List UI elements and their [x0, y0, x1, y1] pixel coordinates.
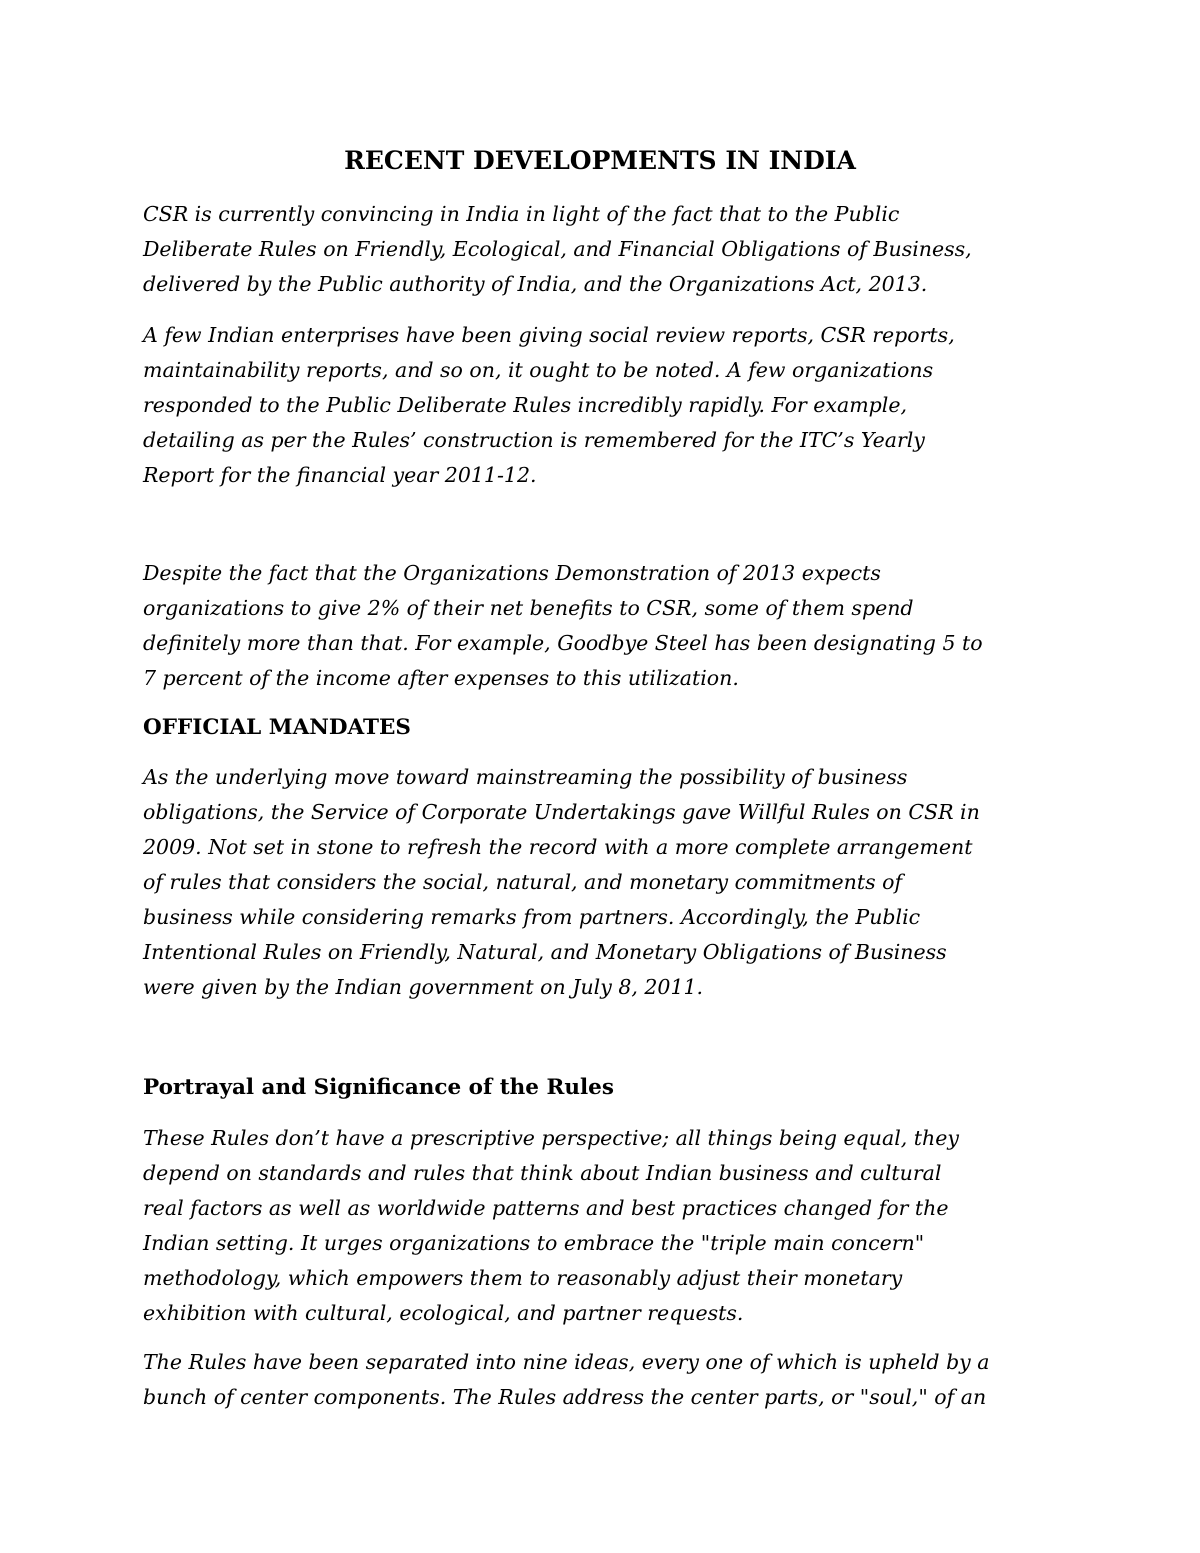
text-line: Deliberate Rules on Friendly, Ecological, and Financial Obligations of Business,: [143, 237, 972, 261]
paragraph-indian-enterprises: [143, 318, 1063, 493]
text-line: Indian setting. It urges organizations to embrace the "triple main concern": [143, 1231, 925, 1255]
document-title: RECENT DEVELOPMENTS IN INDIA: [344, 146, 856, 175]
text-line: The Rules have been separated into nine ideas, every one of which is upheld by a: [143, 1350, 990, 1374]
text-line: depend on standards and rules that think about Indian business and cultural: [143, 1161, 942, 1185]
paragraph-nine-ideas: [143, 1345, 1063, 1415]
text-line: responded to the Public Deliberate Rules incredibly rapidly. For example,: [143, 393, 907, 417]
paragraph-rules-perspective: [143, 1121, 1063, 1331]
text-line: maintainability reports, and so on, it ought to be noted. A few organizations: [143, 358, 934, 382]
text-line: CSR is currently convincing in India in light of the fact that to the Public: [143, 202, 900, 226]
text-line: business while considering remarks from partners. Accordingly, the Public: [143, 905, 921, 929]
text-line: obligations, the Service of Corporate Undertakings gave Willful Rules on CSR in: [143, 800, 980, 824]
text-line: were given by the Indian government on July 8, 2011.: [143, 975, 704, 999]
heading-portrayal-significance: Portrayal and Significance of the Rules: [143, 1075, 614, 1100]
text-line: A few Indian enterprises have been giving social review reports, CSR reports,: [143, 323, 955, 347]
text-line: 2009. Not set in stone to refresh the record with a more complete arrangement: [143, 835, 973, 859]
text-line: exhibition with cultural, ecological, and partner requests.: [143, 1301, 744, 1325]
text-line: organizations to give 2% of their net benefits to CSR, some of them spend: [143, 596, 914, 620]
paragraph-csr-convincing: [143, 197, 1063, 302]
text-line: detailing as per the Rules’ construction is remembered for the ITC’s Yearly: [143, 428, 925, 452]
paragraph-underlying-move: [143, 760, 1063, 1005]
text-line: bunch of center components. The Rules address the center parts, or "soul," of an: [143, 1385, 987, 1409]
text-line: 7 percent of the income after expenses to this utilization.: [143, 666, 739, 690]
text-line: methodology, which empowers them to reasonably adjust their monetary: [143, 1266, 903, 1290]
text-line: As the underlying move toward mainstreaming the possibility of business: [143, 765, 908, 789]
text-line: These Rules don’t have a prescriptive perspective; all things being equal, they: [143, 1126, 959, 1150]
text-line: Despite the fact that the Organizations Demonstration of 2013 expects: [143, 561, 881, 585]
text-line: of rules that considers the social, natural, and monetary commitments of: [143, 870, 903, 894]
text-line: Report for the financial year 2011-12.: [143, 463, 537, 487]
paragraph-organizations-act: [143, 556, 1063, 696]
heading-official-mandates: OFFICIAL MANDATES: [143, 715, 411, 740]
text-line: definitely more than that. For example, Goodbye Steel has been designating 5 to: [143, 631, 983, 655]
text-line: delivered by the Public authority of India, and the Organizations Act, 2013.: [143, 272, 928, 296]
text-line: Intentional Rules on Friendly, Natural, and Monetary Obligations of Business: [143, 940, 947, 964]
text-line: real factors as well as worldwide patterns and best practices changed for the: [143, 1196, 949, 1220]
